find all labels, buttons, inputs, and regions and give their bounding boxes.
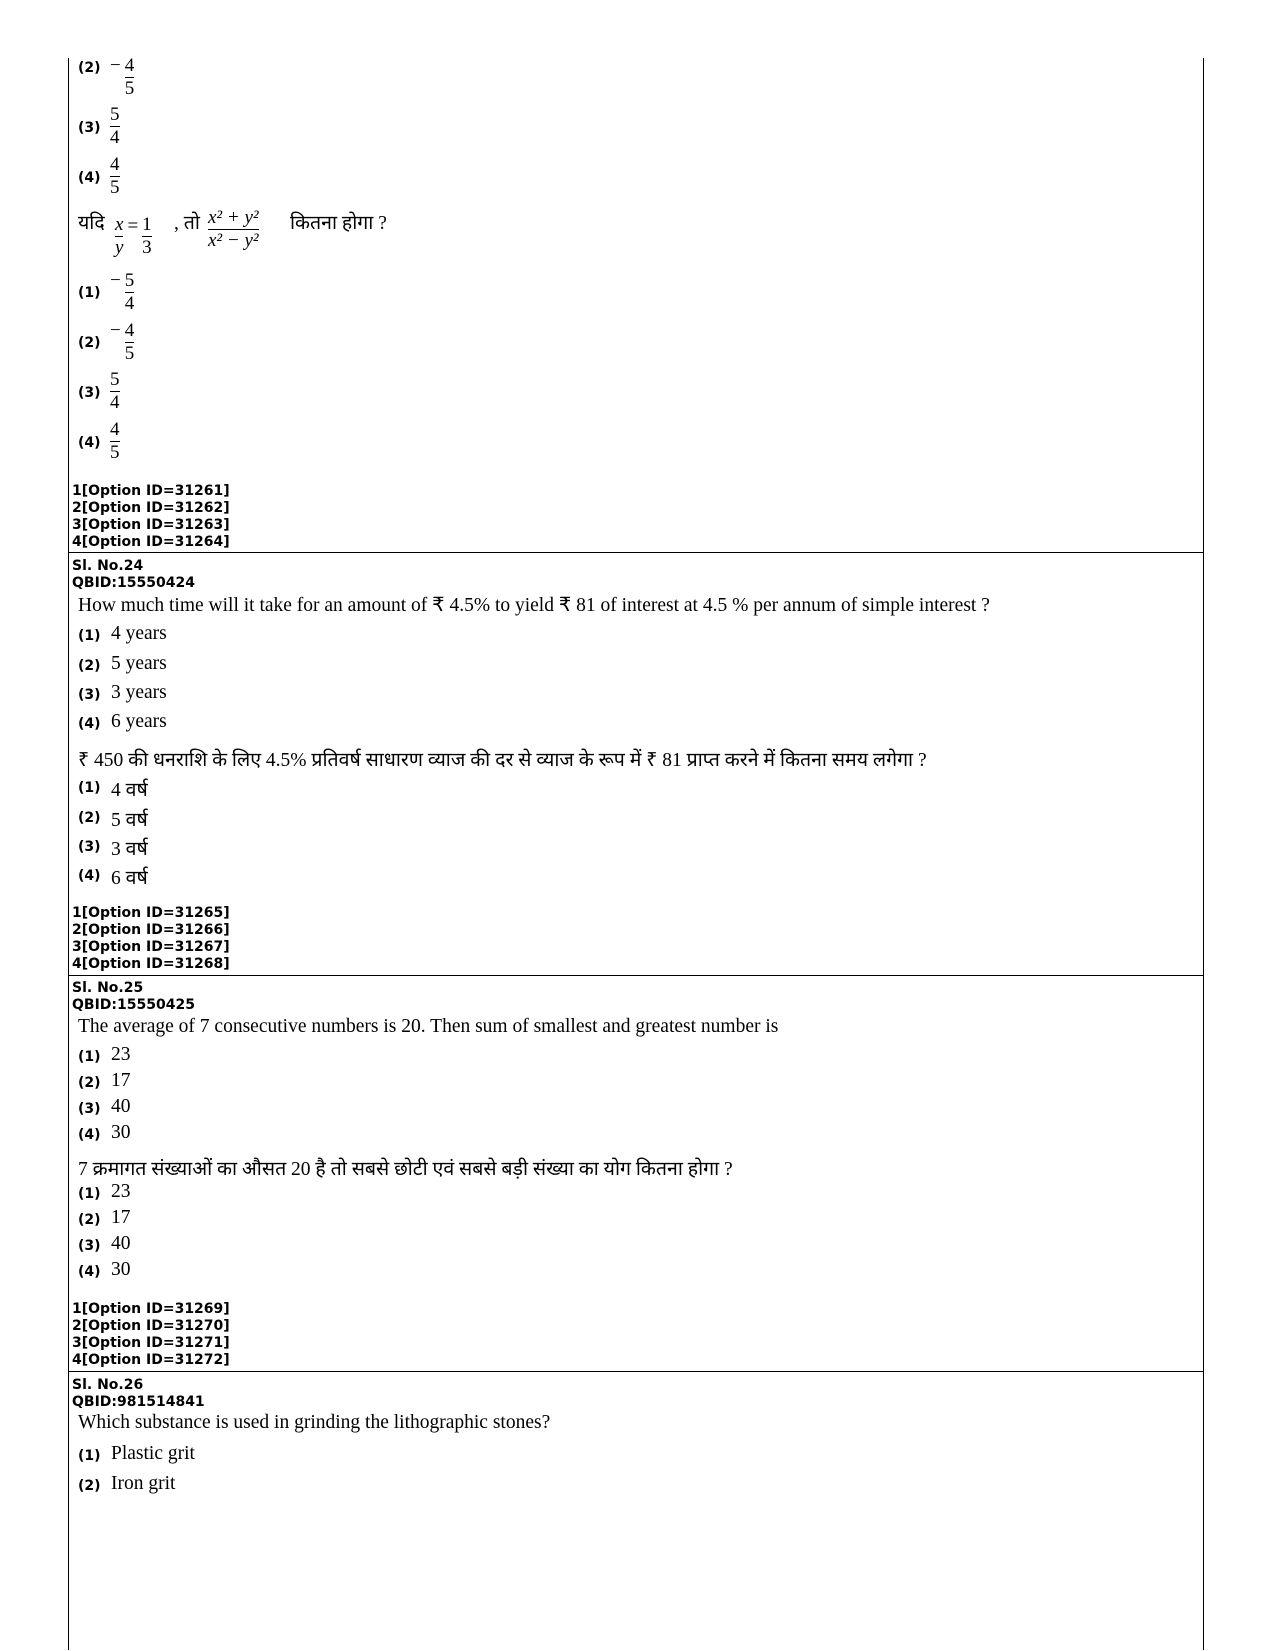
fraction <box>142 214 152 259</box>
option-number: (3) <box>78 120 101 136</box>
option-fraction <box>110 154 120 199</box>
question-hindi-prefix: यदि <box>78 213 105 234</box>
option-id: 4[Option ID=31272] <box>72 1352 230 1368</box>
ratio-xy <box>115 214 152 259</box>
option-fraction <box>110 104 120 149</box>
numerator: 5 <box>124 270 135 291</box>
denominator: 4 <box>110 127 120 148</box>
option-text: 23 <box>111 1044 131 1065</box>
option-number: (3) <box>78 385 101 401</box>
serial-number: Sl. No.25 <box>72 980 144 996</box>
option-text: 23 <box>111 1181 131 1202</box>
option-id: 3[Option ID=31267] <box>72 939 230 955</box>
numerator: 4 <box>124 320 135 341</box>
fraction <box>110 104 120 149</box>
serial-number: Sl. No.24 <box>72 558 144 574</box>
option-text: Iron grit <box>111 1473 176 1494</box>
option-id-list <box>72 1301 230 1369</box>
option-text: 6 years <box>111 711 167 732</box>
numerator: 1 <box>142 214 152 235</box>
question-hindi-to: , तो <box>174 213 200 234</box>
option-number: (2) <box>78 1478 101 1494</box>
denominator: x² − y² <box>208 230 259 251</box>
option-text: 4 years <box>111 623 167 644</box>
option-number: (4) <box>78 435 101 451</box>
option-id: 3[Option ID=31271] <box>72 1335 230 1351</box>
option-number: (2) <box>78 810 101 826</box>
option-fraction <box>110 419 120 464</box>
question-hindi-suffix: कितना होगा ? <box>290 213 387 234</box>
section-divider <box>68 975 1204 976</box>
option-number: (3) <box>78 687 101 703</box>
minus-sign: − <box>110 270 121 291</box>
fraction <box>125 320 135 365</box>
option-id-list <box>72 905 230 973</box>
fraction <box>115 214 123 259</box>
question-text-english: The average of 7 consecutive numbers is 20. Then sum of smallest and greatest number is <box>78 1016 779 1037</box>
option-text: 30 <box>111 1259 131 1280</box>
qbid: QBID:981514841 <box>72 1394 205 1410</box>
question-header <box>72 980 195 1014</box>
option-number: (4) <box>78 1127 101 1143</box>
denominator: 5 <box>124 343 135 364</box>
option-text: 3 years <box>111 682 167 703</box>
minus-sign: − <box>110 55 121 76</box>
option-text: 40 <box>111 1096 131 1117</box>
option-text: 30 <box>111 1122 131 1143</box>
question-header <box>72 1377 205 1411</box>
option-id: 1[Option ID=31261] <box>72 483 230 499</box>
option-text: 17 <box>111 1070 131 1091</box>
option-number: (3) <box>78 1238 101 1254</box>
denominator: 5 <box>110 177 120 198</box>
serial-number: Sl. No.26 <box>72 1377 144 1393</box>
option-text: 40 <box>111 1233 131 1254</box>
option-number: (4) <box>78 716 101 732</box>
option-number: (1) <box>78 1186 101 1202</box>
option-fraction <box>110 369 120 414</box>
qbid: QBID:15550425 <box>72 997 195 1013</box>
option-text: 5 years <box>111 653 167 674</box>
fraction <box>110 419 120 464</box>
numerator: 4 <box>110 154 120 175</box>
option-number: (1) <box>78 1049 101 1065</box>
option-number: (1) <box>78 628 101 644</box>
denominator: y <box>115 237 124 258</box>
question-text-hindi: 7 क्रमागत संख्याओं का औसत 20 है तो सबसे छोटी एवं सबसे बड़ी संख्या का योग कितना होगा ? <box>78 1159 733 1180</box>
fraction <box>125 270 135 315</box>
option-text: 5 वर्ष <box>111 810 148 831</box>
option-number: (1) <box>78 780 101 796</box>
denominator: 5 <box>124 78 135 99</box>
option-text: 4 वर्ष <box>111 780 148 801</box>
expression-fraction <box>208 207 259 252</box>
option-number: (2) <box>78 1212 101 1228</box>
fraction <box>110 369 120 414</box>
fraction <box>125 55 135 100</box>
option-id: 1[Option ID=31265] <box>72 905 230 921</box>
option-id: 2[Option ID=31262] <box>72 500 230 516</box>
option-id-list <box>72 483 230 551</box>
question-text-english: Which substance is used in grinding the lithographic stones? <box>78 1412 551 1433</box>
option-id: 4[Option ID=31264] <box>72 534 230 550</box>
question-text-hindi: ₹ 450 की धनराशि के लिए 4.5% प्रतिवर्ष साधारण व्याज की दर से व्याज के रूप में ₹ 81 प्राप्त करने में कितना समय लगेगा ? <box>78 750 927 771</box>
denominator: 4 <box>124 293 135 314</box>
fraction <box>110 154 120 199</box>
option-text: 6 वर्ष <box>111 868 148 889</box>
equals-sign: = <box>127 215 139 237</box>
option-number: (2) <box>78 60 101 76</box>
numerator: 4 <box>124 55 135 76</box>
denominator: 3 <box>142 237 152 258</box>
numerator: x² + y² <box>208 207 259 228</box>
option-number: (1) <box>78 1448 101 1464</box>
question-header <box>72 558 195 592</box>
option-number: (4) <box>78 1264 101 1280</box>
option-text: 3 वर्ष <box>111 839 148 860</box>
option-id: 2[Option ID=31266] <box>72 922 230 938</box>
question-text-english: How much time will it take for an amount of ₹ 4.5% to yield ₹ 81 of interest at 4.5 % per annum of simple interest ? <box>78 595 990 616</box>
qbid: QBID:15550424 <box>72 575 195 591</box>
option-number: (4) <box>78 868 101 884</box>
minus-sign: − <box>110 320 121 341</box>
option-fraction <box>110 320 134 365</box>
option-fraction <box>110 270 134 315</box>
option-text: 17 <box>111 1207 131 1228</box>
numerator: 5 <box>110 369 120 390</box>
denominator: 5 <box>110 442 120 463</box>
option-number: (3) <box>78 1101 101 1117</box>
option-id: 2[Option ID=31270] <box>72 1318 230 1334</box>
numerator: x <box>115 214 124 235</box>
numerator: 4 <box>110 419 120 440</box>
option-id: 3[Option ID=31263] <box>72 517 230 533</box>
option-number: (3) <box>78 839 101 855</box>
option-number: (2) <box>78 1075 101 1091</box>
section-divider <box>68 1371 1204 1372</box>
numerator: 5 <box>110 104 120 125</box>
fraction <box>208 207 259 252</box>
denominator: 4 <box>110 392 120 413</box>
option-id: 1[Option ID=31269] <box>72 1301 230 1317</box>
section-divider <box>68 552 1204 553</box>
option-fraction <box>110 55 134 100</box>
option-number: (2) <box>78 335 101 351</box>
option-number: (4) <box>78 170 101 186</box>
option-id: 4[Option ID=31268] <box>72 956 230 972</box>
option-text: Plastic grit <box>111 1443 195 1464</box>
option-number: (2) <box>78 658 101 674</box>
option-number: (1) <box>78 285 101 301</box>
